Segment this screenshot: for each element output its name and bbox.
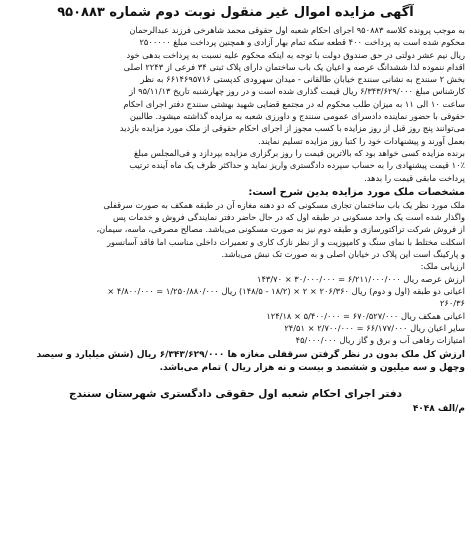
notice-intro: به موجب پرونده کلاسه ۹۵۰۸۸۳ اجرای احکام شعبه اول حقوقی محمد شاهرخی فرزند عبدالرحمان محکوم شده است به پرداخت ۴۰۰ قطعه سکه تمام بهار آزادی و همچنین پرداخت مبلغ ۲۵۰۰۰۰۰ ریال نیم عشر دولتی در حق صندوق دولت با توجه به اینکه محکوم علیه نسبت به پرداخت بدهی خود اقدام ننموده لذا ششدانگ عرصه و اعیان یک باب ساختمان دارای پلاک ثبتی ۳۴ فرعی از ۲۲۴۳ اصلی بخش ۲ سنندج به نشانی سنندج خیابان طالقانی - میدان سهرودی کدپستی ۶۶۱۴۶۹۵۷۱۶ به نظر کارشناس مبلغ ۶/۳۴۳/۶۲۹/۰۰۰ ریال قیمت گذاری شده است و در روز چهارشنبه تاریخ ۹۵/۱۱/۱۳ از ساعت ۱۰ الی ۱۱ به میزان طلب محکوم له در مجتمع قضایی شهید بهشتی سنندج دفتر اجرای احکام حقوقی با حضور نماینده دادسرای عمومی سنندج و داورزی شعبه به مزایده گذاشته میشود. طالبین می‌توانند پنج روز قبل از روز مزایده با کسب مجوز از اجرای احکام حقوقی از ملک مورد مزایده بازدید بعمل آورند و پیشنهادات خود را کتبا روز مزایده تسلیم نمایند. برنده مزایده کسی خواهد بود که بالاترین قیمت را روز برگزاری مزایده بپردازد و فی‌المجلس مبلغ ۱۰٪ قیمت پیشنهادی را به حساب سپرده دادگستری واریز نماید و حداکثر ظرف یک ماه آینده ترتیب پرداخت مابقی قیمت را بدهد. (119, 25, 465, 183)
total-value: ارزش کل ملک بدون در نظر گرفتن سرقفلی مغازه ها ۶/۳۴۳/۶۲۹/۰۰۰ ریال (شش میلیارد و سیصد وچهل و سه میلیون و ششصد و بیست و نه هزار ریال ) تمام می‌باشد. (36, 350, 465, 374)
reference-code: م/الف ۴۰۴۸ (412, 404, 465, 415)
spec-body: ملک مورد نظر یک باب ساختمان تجاری مسکونی که دو دهنه مغازه آن در طبقه همکف به صورت سرقفلی واگذار شده است یک واحد مسکونی در طبقه اول که در حال حاضر دفتر نمایندگی فروش و خدمات پس از فروش شرکت تراکتورسازی و طبقه دوم نیز به صورت مسکونی می‌باشد. مصالح مصرفی، ماسه، سیمان، اسکلت مختلط با نمای سنگ و کامپوزیت و از نظر نازک کاری و تعمیرات داخلی مناسب اما فاقد آسانسور و پارکینگ است این پلاک در خیابان اصلی و به صورت تک نبش می‌باشد. ارزیابی ملک: ارزش عرصه ریال ۶/۲۱۱/۰۰۰/۰۰۰ = ۳۰/۰۰۰/۰۰۰ × ۱۴۳/۷۰ اعیانی دو طبقه (اول و دوم) ریال ۲۰۶/۳۶۰ × ۲ × (۱۸/۲ - ۱۴۸/۵) ریال ۱/۲۵۰/۸۸۰/۰۰۰ = ۴/۸۰۰/۰۰۰ × ۲۶۰/۳۶ اعیانی همکف ریال ۶۷۰/۵۲۷/۰۰۰ = ۵/۴۰۰/۰۰۰ × ۱۲۴/۱۸ سایر اعیان ریال ۶۶/۱۷۷/۰۰۰ = ۲/۷۰۰/۰۰۰ × ۲۴/۵۱ امتیازات رفاهی آب و برق و گاز ریال ۴۵/۰۰۰/۰۰۰ (96, 199, 465, 346)
auction-notice (6, 5, 465, 538)
notice-title: آگهی مزایده اموال غیر منقول نوبت دوم شماره ۹۵۰۸۸۳ (57, 5, 414, 20)
spec-heading: مشخصات ملک مورد مزایده بدین شرح است: (248, 186, 465, 198)
issuer-footer: دفتر اجرای احکام شعبه اول حقوقی دادگستری شهرستان سنندج (69, 388, 402, 401)
